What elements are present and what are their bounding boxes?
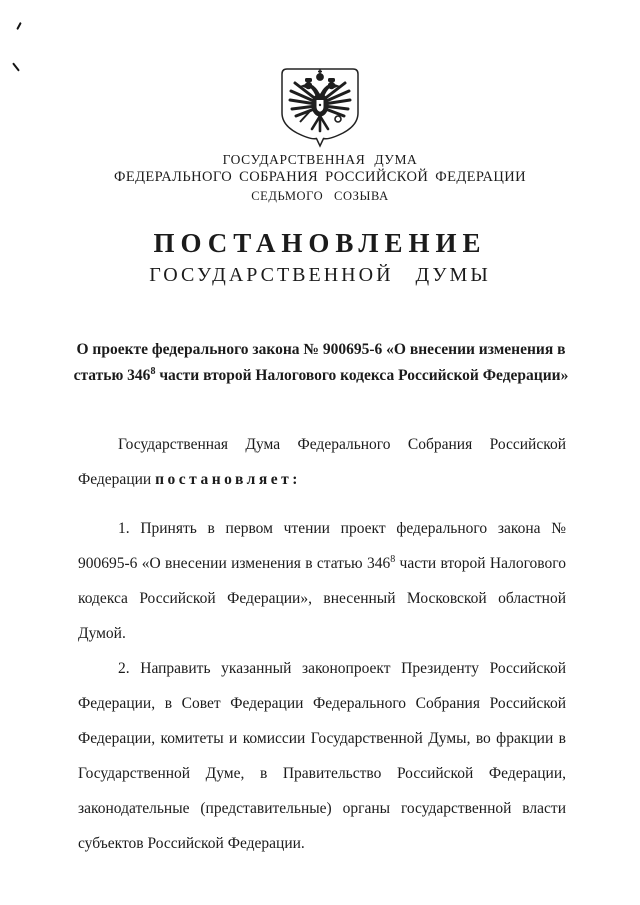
document-title: ПОСТАНОВЛЕНИЕ bbox=[153, 228, 487, 258]
intro-verb-resolves: постановляет: bbox=[155, 471, 301, 488]
subject-text-part2: части второй Налогового кодекса Российской Федерации» bbox=[155, 367, 569, 384]
scan-artifact-mark bbox=[12, 62, 20, 71]
item-2-paragraph: 2. Направить указанный законопроект Президенту Российской Федерации, в Совет Федерации Федерального Собрания Российской Федерации, комитеты и комиссии Государственной Думы, во фракции в Государственной Думе, в Правительство Российской Федерации, законодательные (представительные) органы государственной власти субъектов Российской Федерации. bbox=[78, 660, 566, 852]
intro-paragraph bbox=[78, 427, 566, 497]
coat-of-arms-icon bbox=[270, 66, 370, 150]
letterhead-line-assembly: ФЕДЕРАЛЬНОГО СОБРАНИЯ РОССИЙСКОЙ ФЕДЕРАЦИИ bbox=[113, 169, 527, 185]
document-subtitle: ГОСУДАРСТВЕННОЙ ДУМЫ bbox=[149, 264, 491, 286]
item-1-text-part2: части второй Налогового кодекса Российской Федерации», внесенный Московской областной Думой. bbox=[78, 555, 566, 642]
resolution-body bbox=[78, 427, 566, 861]
item-1-paragraph bbox=[78, 511, 566, 651]
subject-text-part1: О проекте федерального закона № 900695-6 «О внесении изменения в статью 346 bbox=[73, 341, 566, 384]
scan-artifact-mark bbox=[16, 22, 22, 30]
item-1-superscript: 8 bbox=[390, 553, 396, 565]
letterhead-line-duma: ГОСУДАРСТВЕННАЯ ДУМА bbox=[222, 152, 418, 167]
subject-superscript: 8 bbox=[150, 365, 156, 377]
letterhead bbox=[0, 152, 640, 204]
document-title-block bbox=[0, 228, 640, 287]
item-1-text-part1: 1. Принять в первом чтении проект федерального закона № 900695-6 «О внесении изменения в статью 346 bbox=[78, 520, 566, 572]
resolution-subject bbox=[72, 337, 570, 389]
intro-text: Государственная Дума Федерального Собрания Российской Федерации bbox=[78, 436, 566, 488]
letterhead-line-convocation: СЕДЬМОГО СОЗЫВА bbox=[251, 189, 389, 203]
